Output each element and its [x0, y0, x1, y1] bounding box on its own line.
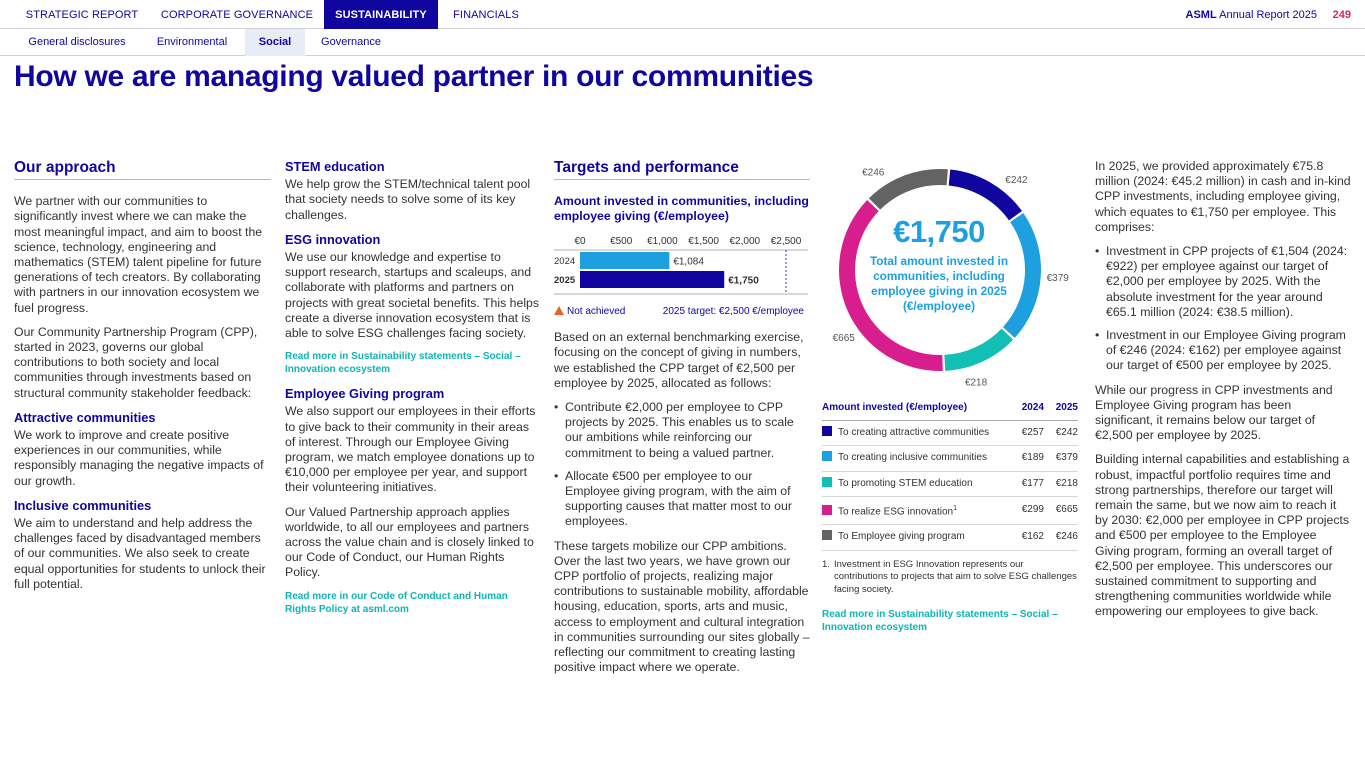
table-cell-category	[822, 471, 1010, 496]
section-heading-targets: Targets and performance	[554, 160, 810, 180]
page-title: How we are managing valued partner in our communities	[14, 60, 814, 93]
legend-swatch	[822, 477, 832, 487]
brand-report-title: Annual Report 2025	[1216, 9, 1317, 21]
legend-swatch	[822, 426, 832, 436]
targets-paragraph-1: Based on an external benchmarking exercise, focusing on the concept of giving in numbers, we established the CPP target of €2,500 per employee by 2025, allocated as follows:	[554, 330, 804, 390]
footnote	[822, 559, 1080, 597]
x-tick-label: €1,500	[688, 236, 719, 248]
targets-paragraph-2: These targets mobilize our CPP ambitions. Over the last two years, we have grown our CPP portfolio of projects, realizing major contributions to sustainable mobility, affordable housing, education, sports, arts and music, access to employment and cultural integration in communities surrounding our sites globally – reflecting our commitment to creating lasting positive impact where we operate.	[554, 538, 810, 675]
tab-sustainability[interactable]: SUSTAINABILITY	[324, 0, 438, 29]
donut-chart-container	[822, 158, 1080, 386]
table-cell-category	[822, 496, 1010, 525]
footnote-number: 1.	[822, 558, 830, 570]
x-tick-label: €500	[610, 236, 633, 248]
heading-esg-innovation: ESG innovation	[285, 231, 381, 247]
brand-name: ASML	[1185, 9, 1217, 21]
link-innovation-ecosystem-2[interactable]: Read more in Sustainability statements – Social – Innovation ecosystem	[822, 609, 1058, 634]
sub-navigation	[0, 29, 1365, 56]
table-row	[822, 496, 1078, 525]
attractive-communities-text: We work to improve and create positive experiences in our communities, while responsibly managing the negative impacts of our growth.	[14, 428, 264, 488]
footnote-text: Investment in ESG Innovation represents our contributions to projects that aim to solve ESG challenges facing society.	[834, 558, 1077, 595]
category-label: To creating attractive communities	[838, 427, 990, 439]
heading-employee-giving: Employee Giving program	[285, 386, 445, 402]
donut-slice	[944, 329, 1013, 371]
stem-education-text: We help grow the STEM/technical talent pool that society needs to solve some of its key challenges.	[285, 177, 531, 222]
table-cell-category	[822, 421, 1010, 446]
target-note: 2025 target: €2,500 €/employee	[662, 306, 804, 318]
footnote-reference: 1	[953, 504, 957, 512]
subtab-social[interactable]: Social	[245, 29, 305, 56]
table-cell-2024: €189	[1010, 446, 1044, 471]
category-label: To realize ESG innovation	[838, 506, 954, 518]
legend-swatch	[822, 451, 832, 461]
subtab-governance[interactable]: Governance	[321, 36, 381, 48]
table-header-2024: 2024	[1010, 396, 1044, 421]
table-row	[822, 471, 1078, 496]
list-item: • Contribute €2,000 per employee to CPP projects by 2025. This enables us to scale our ambitions while reinforcing our commitment to being a valued partner.	[554, 400, 810, 461]
table-header-label: Amount invested (€/employee)	[822, 396, 1010, 421]
legend-swatch	[822, 530, 832, 540]
table-body	[822, 421, 1078, 550]
table-header-row	[822, 396, 1078, 421]
targets-bullet-list	[554, 400, 810, 530]
section-heading-our-approach: Our approach	[14, 160, 271, 180]
category-label: 2024	[554, 256, 576, 268]
approach-paragraph-1: We partner with our communities to significantly invest where we can make the most meaningful impact, and aim to boost the science, technology, engineering and mathematics (STEM) talent pipeline for future generations of tech creators. By collaborating with partners in our innovation ecosystem we fuel progress.	[14, 194, 263, 315]
list-item: • Investment in CPP projects of €1,504 (2024: €922) per employee against our target of €2,000 per employee by 2025. With the absolute investment for the year around €65.1 million (2024: €38.5 million).	[1095, 244, 1351, 320]
category-label: To creating inclusive communities	[838, 452, 987, 464]
slice-value-label: €242	[1005, 175, 1028, 187]
donut-total-label: Total amount invested in communities, including employee giving in 2025 (€/employee)	[869, 254, 1009, 313]
heading-attractive-communities: Attractive communities	[14, 409, 156, 425]
results-paragraph-3: Building internal capabilities and establishing a robust, impactful portfolio requires time and strong partnerships, therefore our target will remain the same, but we now aim to reach it by 2030: €2,000 per employee in CPP projects and €500 per employee to the Employee Giving program, forming an overall target of €2,500 per employee. This underscores our sustained commitment to supporting and strengthening communities worldwide while empowering our employees to give back.	[1095, 452, 1350, 619]
table-cell-2024: €162	[1010, 525, 1044, 550]
employee-giving-text: We also support our employees in their efforts to give back to their community in their areas of interest. Through our Employee Giving program, we match employee donations up to €10,000 per employee per year, and support their volunteering initiatives.	[285, 404, 536, 495]
slice-value-label: €379	[1046, 273, 1069, 285]
column-targets	[554, 160, 810, 684]
approach-paragraph-2: Our Community Partnership Program (CPP), started in 2023, governs our global contributions to both society and local communities through investments based on structural community stakeholder feedback:	[14, 324, 258, 400]
x-tick-label: €2,500	[770, 236, 802, 248]
table-cell-2024: €257	[1010, 421, 1044, 446]
results-paragraph-1: In 2025, we provided approximately €75.8 million (2024: €45.2 million) in cash and in-kind CPP investments, including employee giving, which equates to €1,750 per employee. This comprises:	[1095, 159, 1351, 234]
heading-inclusive-communities: Inclusive communities	[14, 497, 152, 513]
slice-value-label: €218	[964, 377, 988, 386]
category-label: To Employee giving program	[838, 531, 965, 543]
link-innovation-ecosystem[interactable]: Read more in Sustainability statements – Social – Innovation ecosystem	[285, 351, 521, 376]
x-tick-label: €2,000	[729, 236, 761, 248]
top-navigation	[0, 0, 1365, 29]
valued-partnership-text: Our Valued Partnership approach applies worldwide, to all our employees and partners across the value chain and is closely linked to our Code of Conduct, our Human Rights Policy.	[285, 504, 534, 580]
column-donut	[822, 158, 1080, 644]
category-label: 2025	[554, 275, 576, 287]
table-cell-2025: €665	[1044, 496, 1078, 525]
bar-value-label: €1,084	[673, 256, 704, 268]
bar-2024	[580, 252, 669, 269]
table-cell-2025: €246	[1044, 525, 1078, 550]
column-programs	[285, 159, 541, 626]
table-cell-2025: €242	[1044, 421, 1078, 446]
table-cell-category	[822, 446, 1010, 471]
amount-invested-table	[822, 396, 1078, 551]
table-cell-2024: €177	[1010, 471, 1044, 496]
inclusive-communities-text: We aim to understand and help address the challenges faced by disadvantaged members of our communities. We also seek to create equal opportunities for students to unlock their full potential.	[14, 516, 266, 591]
subtab-general-disclosures[interactable]: General disclosures	[28, 36, 126, 48]
legend-swatch	[822, 505, 832, 515]
results-bullet-list	[1095, 244, 1351, 374]
heading-stem-education: STEM education	[285, 159, 385, 174]
bar-value-label: €1,750	[728, 275, 759, 287]
link-code-of-conduct[interactable]: Read more in our Code of Conduct and Human Rights Policy at asml.com	[285, 590, 508, 615]
table-cell-2025: €218	[1044, 471, 1078, 496]
slice-value-label: €665	[832, 333, 855, 345]
tab-strategic-report[interactable]: STRATEGIC REPORT	[25, 9, 139, 21]
bar-chart-legend	[554, 304, 810, 318]
results-paragraph-2: While our progress in CPP investments and Employee Giving program has been significant, it remains below our target of €2,500 per employee by 2025.	[1095, 382, 1333, 443]
not-achieved-indicator	[554, 304, 625, 319]
table-cell-2024: €299	[1010, 496, 1044, 525]
table-cell-2025: €379	[1044, 446, 1078, 471]
esg-innovation-text: We use our knowledge and expertise to support research, startups and scaleups, and collaborate with platforms and partners on projects with great societal benefits. This helps create a diverse innovation ecosystem that is able to solve ESG challenges facing society.	[285, 250, 540, 341]
table-cell-category	[822, 525, 1010, 550]
subtab-environmental[interactable]: Environmental	[156, 36, 228, 48]
tab-corporate-governance[interactable]: CORPORATE GOVERNANCE	[160, 9, 314, 21]
table-row	[822, 525, 1078, 550]
slice-value-label: €246	[862, 167, 885, 179]
column-results	[1095, 159, 1351, 629]
list-item: • Allocate €500 per employee to our Employee giving program, with the aim of supporting causes that matter most to our employees.	[554, 469, 810, 530]
not-achieved-label: Not achieved	[567, 306, 626, 318]
category-label: To promoting STEM education	[838, 477, 973, 489]
donut-total-value: €1,750	[893, 214, 985, 249]
table-header-2025: 2025	[1044, 396, 1078, 421]
bar-chart	[554, 232, 810, 304]
x-tick-label: €0	[574, 236, 586, 248]
table-row	[822, 446, 1078, 471]
tab-financials[interactable]: FINANCIALS	[453, 9, 519, 21]
bar-chart-title: Amount invested in communities, including employee giving (€/employee)	[554, 194, 809, 224]
report-brand	[1186, 0, 1317, 29]
column-approach	[14, 160, 271, 601]
list-item: • Investment in our Employee Giving program of €246 (2024: €162) per employee against our target of €500 per employee by 2025.	[1095, 328, 1351, 374]
bar-2025	[580, 271, 724, 288]
page-number: 249	[1332, 9, 1351, 21]
donut-center	[866, 214, 1012, 314]
x-tick-label: €1,000	[647, 236, 678, 248]
warning-triangle-icon	[554, 306, 564, 315]
table-row	[822, 421, 1078, 446]
